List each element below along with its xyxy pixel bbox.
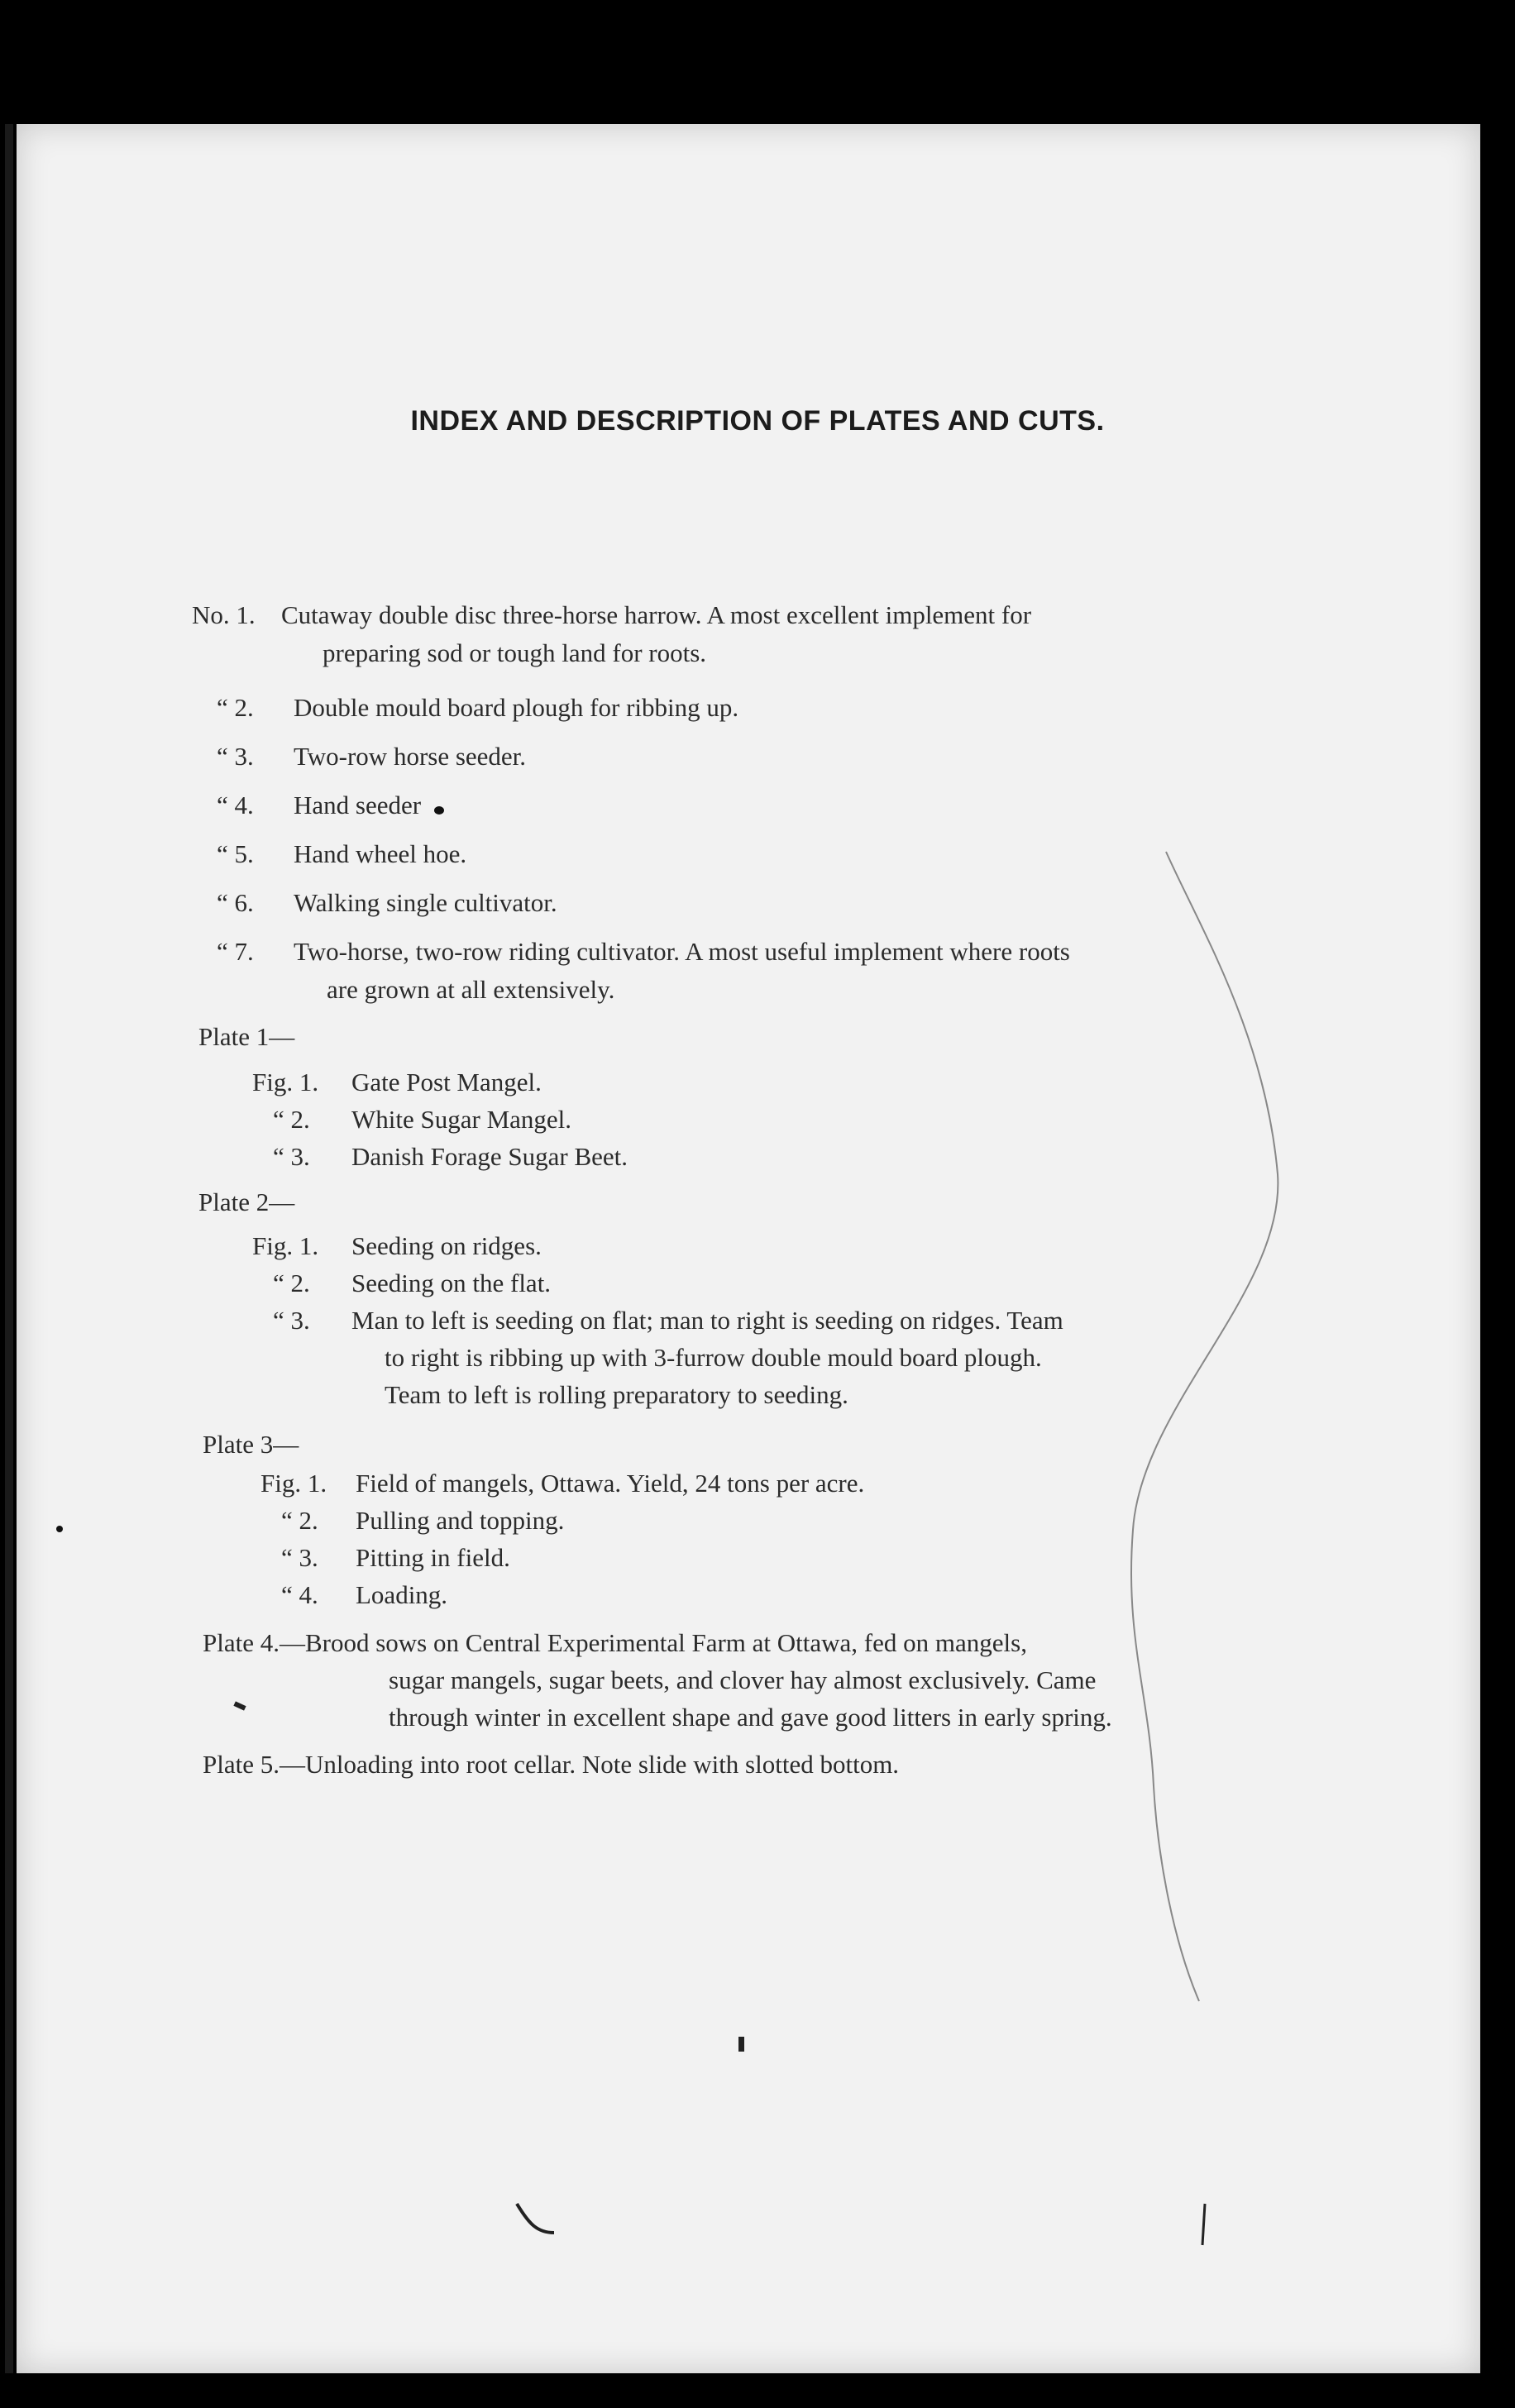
cut-5-text: Hand wheel hoe. (294, 839, 467, 868)
plate-1-fig-3-text: Danish Forage Sugar Beet. (351, 1142, 628, 1171)
plate-4-line-1: Plate 4.—Brood sows on Central Experimental Farm at Ottawa, fed on mangels, (203, 1628, 1027, 1657)
plate-2-fig-1-text: Seeding on ridges. (351, 1231, 542, 1260)
plate-1-fig-1-text: Gate Post Mangel. (351, 1068, 542, 1096)
plate-2-fig-2-text: Seeding on the flat. (351, 1268, 552, 1297)
plate-2-fig-3-continuation-2: Team to left is rolling preparatory to seeding. (385, 1380, 848, 1409)
ink-speck (56, 1526, 63, 1532)
plate-3-fig-3-text: Pitting in field. (356, 1543, 510, 1572)
cut-2-text: Double mould board plough for ribbing up. (294, 693, 739, 722)
plate-2-fig-3-number: “ 3. (273, 1306, 310, 1335)
plate-1-fig-3-number: “ 3. (273, 1142, 310, 1171)
plate-3-fig-3-number: “ 3. (281, 1543, 318, 1572)
cut-2-number: “ 2. (217, 693, 254, 722)
plate-4-line-2: sugar mangels, sugar beets, and clover hay almost exclusively. Came (389, 1665, 1097, 1694)
plate-3-fig-1-text: Field of mangels, Ottawa. Yield, 24 tons per acre. (356, 1469, 865, 1498)
plate-2-fig-3-text: Man to left is seeding on flat; man to right is seeding on ridges. Team (351, 1306, 1063, 1335)
cut-1-number: No. 1. (192, 600, 256, 629)
cut-7-continuation: are grown at all extensively. (327, 975, 615, 1004)
plate-2-heading: Plate 2— (198, 1187, 295, 1216)
cut-7-number: “ 7. (217, 937, 254, 966)
plate-3-fig-1-number: Fig. 1. (260, 1469, 327, 1498)
cut-3-text: Two-row horse seeder. (294, 742, 527, 771)
plate-2-fig-1-number: Fig. 1. (252, 1231, 319, 1260)
cut-1-continuation: preparing sod or tough land for roots. (323, 638, 707, 667)
ink-speck (434, 806, 444, 815)
plate-3-fig-2-number: “ 2. (281, 1506, 318, 1535)
cut-1-text: Cutaway double disc three-horse harrow. A most excellent implement for (281, 600, 1032, 629)
cut-7-text: Two-horse, two-row riding cultivator. A most useful implement where roots (294, 937, 1070, 966)
cut-4-text: Hand seeder (294, 791, 422, 819)
page-title: INDEX AND DESCRIPTION OF PLATES AND CUTS. (410, 405, 1105, 437)
cut-4-number: “ 4. (217, 791, 254, 819)
ink-speck (738, 2037, 744, 2052)
cut-6-number: “ 6. (217, 888, 254, 917)
plate-2-fig-3-continuation-1: to right is ribbing up with 3-furrow double mould board plough. (385, 1343, 1042, 1372)
plate-1-heading: Plate 1— (198, 1022, 295, 1051)
cut-6-text: Walking single cultivator. (294, 888, 557, 917)
plate-1-fig-2-number: “ 2. (273, 1105, 310, 1134)
cut-3-number: “ 3. (217, 742, 254, 771)
plate-2-fig-2-number: “ 2. (273, 1268, 310, 1297)
plate-3-fig-4-text: Loading. (356, 1580, 448, 1609)
plate-4-line-3: through winter in excellent shape and gave good litters in early spring. (389, 1703, 1112, 1732)
cut-5-number: “ 5. (217, 839, 254, 868)
plate-3-fig-4-number: “ 4. (281, 1580, 318, 1609)
plate-3-heading: Plate 3— (203, 1430, 299, 1459)
plate-1-fig-1-number: Fig. 1. (252, 1068, 319, 1096)
plate-1-fig-2-text: White Sugar Mangel. (351, 1105, 572, 1134)
plate-5-line-1: Plate 5.—Unloading into root cellar. Note slide with slotted bottom. (203, 1750, 900, 1779)
plate-3-fig-2-text: Pulling and topping. (356, 1506, 565, 1535)
